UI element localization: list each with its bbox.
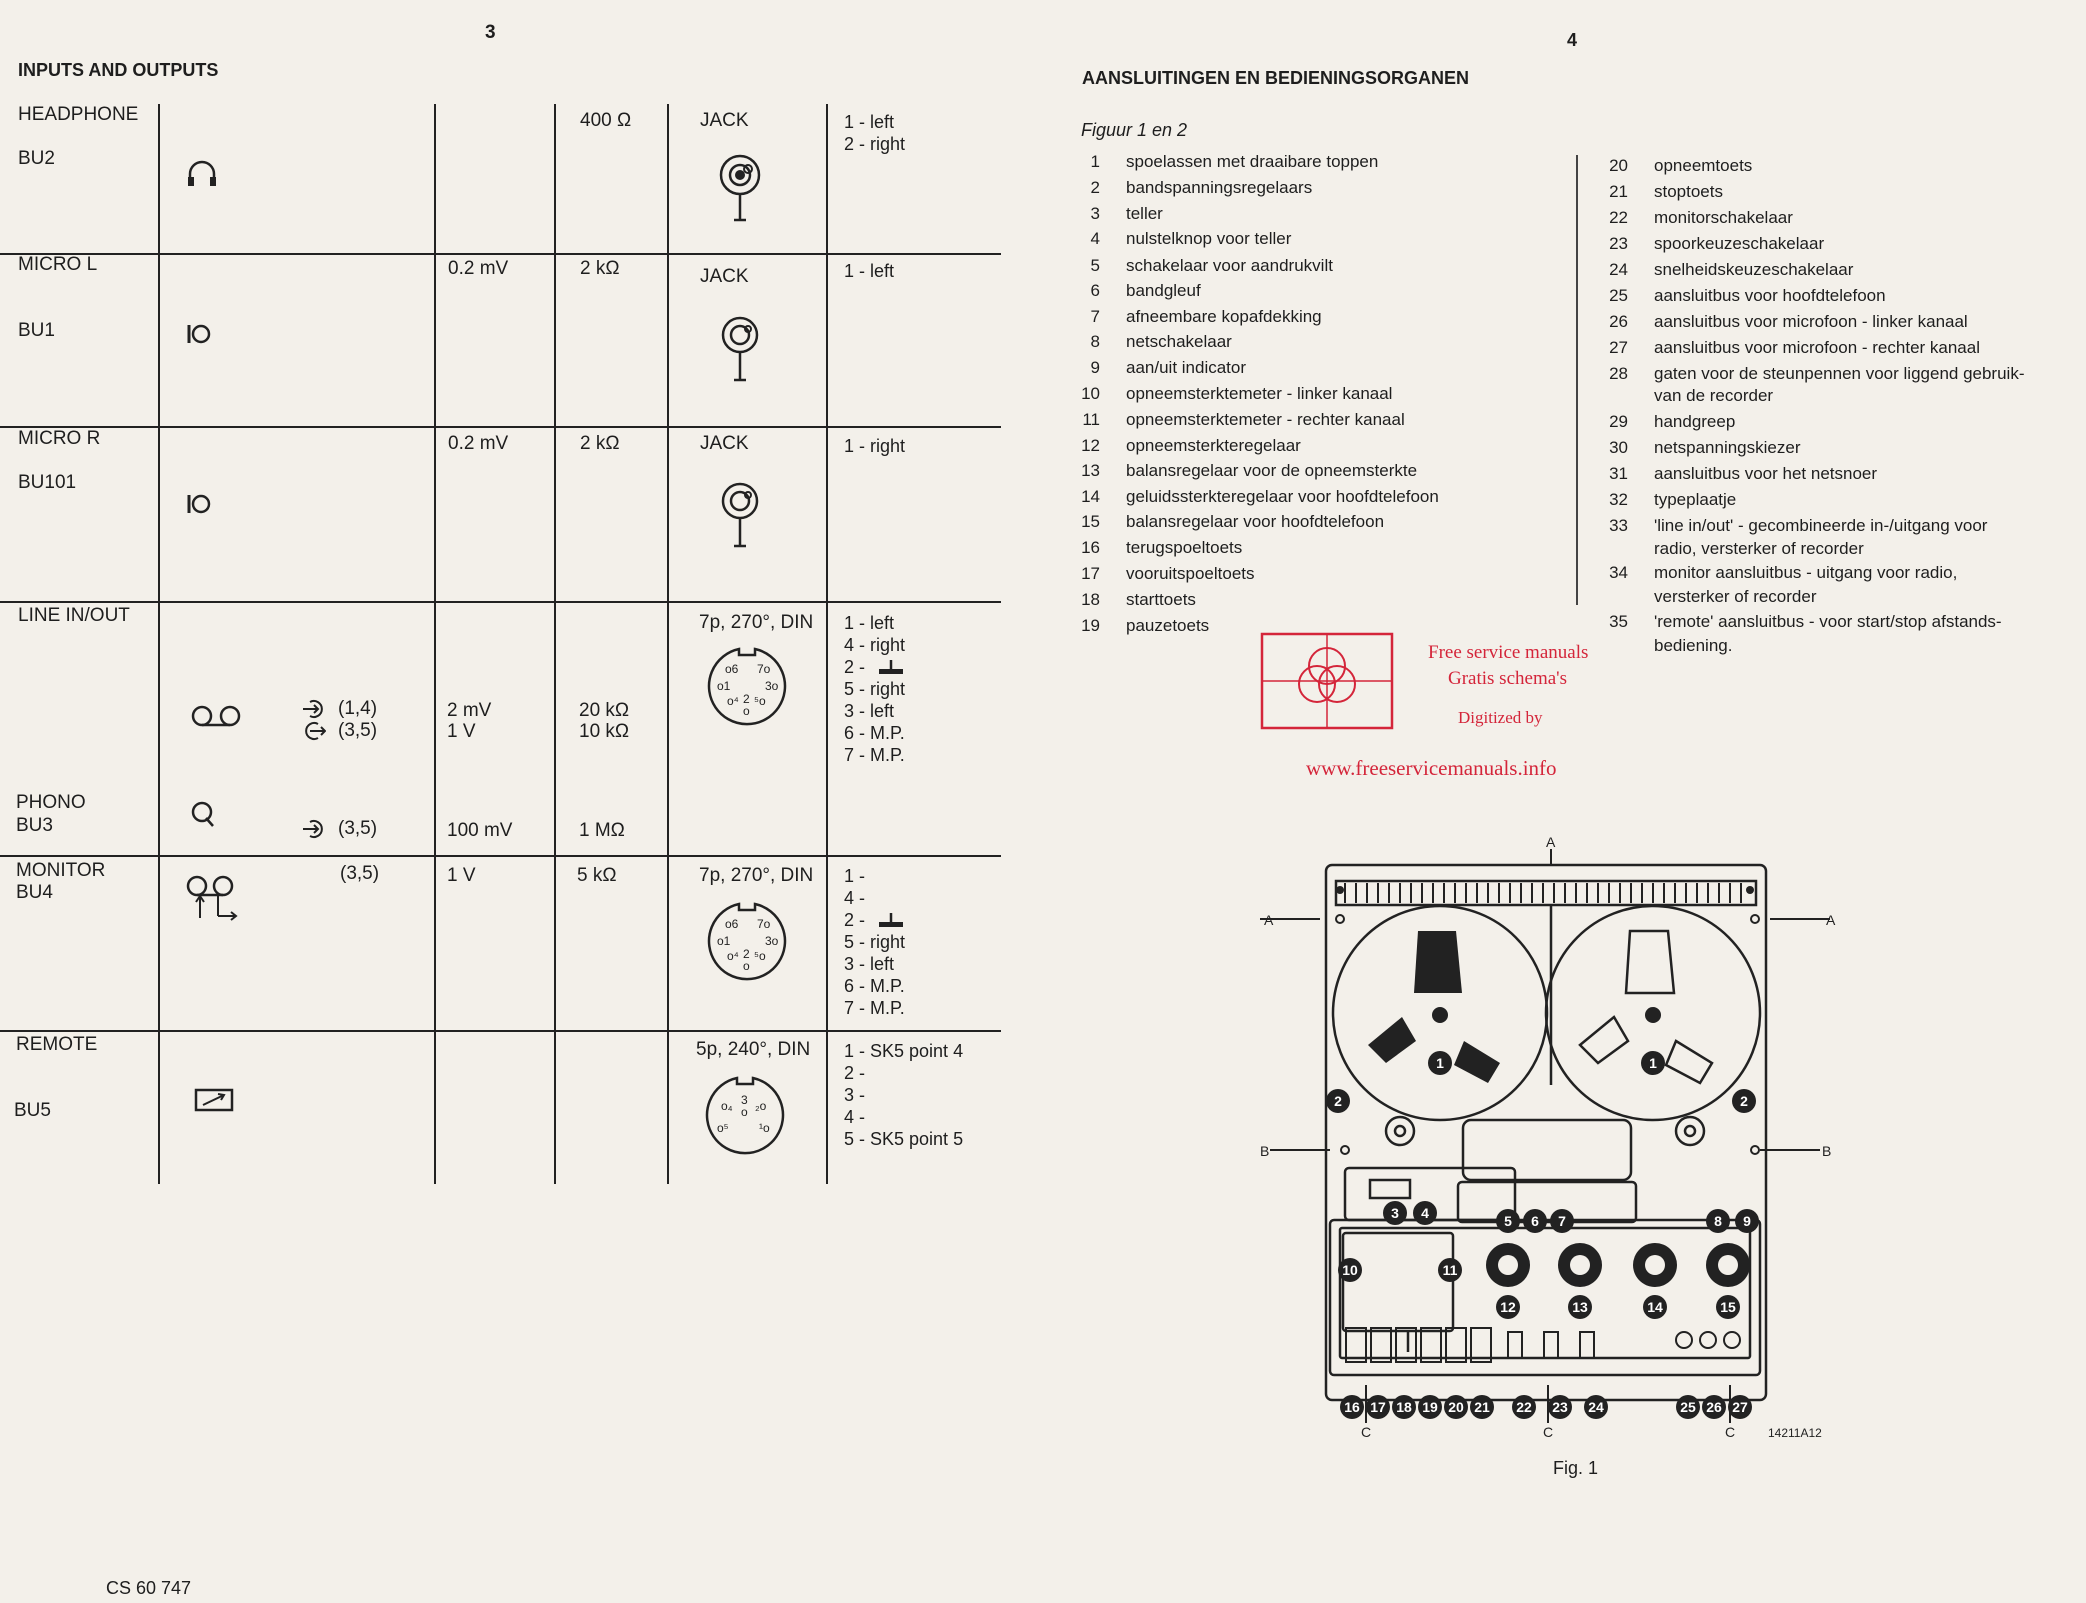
row-level-out: 1 V: [447, 721, 476, 742]
watermark-line-2: Gratis schema's: [1448, 668, 1567, 689]
marker-c-3: C: [1725, 1424, 1736, 1440]
callout-number: 1: [1649, 1055, 1657, 1071]
svg-text:o: o: [743, 959, 750, 973]
row-socket: BU101: [18, 472, 77, 493]
svg-text:o6: o6: [725, 917, 739, 931]
legend-item: 22 monitorschakelaar: [1609, 208, 1793, 227]
pin-item: 4 - right: [844, 635, 906, 655]
legend-item-continuation: van de recorder: [1654, 386, 1774, 405]
marker-a-right: A: [1826, 912, 1836, 928]
row-impedance: 20 kΩ: [579, 700, 630, 721]
svg-text:⁵o: ⁵o: [754, 694, 766, 708]
legend-item: 15 balansregelaar voor hoofdtelefoon: [1081, 512, 1385, 531]
legend-item: 3 teller: [1090, 204, 1163, 223]
svg-text:o: o: [743, 704, 750, 718]
row-socket: BU4: [16, 882, 53, 903]
pin-item: 2 -: [844, 910, 866, 930]
callout-number: 16: [1344, 1399, 1360, 1415]
callout-number: 11: [1442, 1262, 1458, 1278]
legend-item-continuation: bediening.: [1654, 636, 1733, 655]
callout-number: 10: [1342, 1262, 1358, 1278]
pin-item: 1 - left: [844, 261, 895, 281]
row-impedance: 5 kΩ: [577, 865, 617, 886]
legend-item: 27 aansluitbus voor microfoon - rechter kanaal: [1609, 338, 1980, 357]
legend-item: 28 gaten voor de steunpennen voor liggend gebruik-: [1609, 364, 2025, 383]
row-name: MICRO L: [18, 254, 98, 275]
watermark-logo: [1260, 632, 1394, 730]
pin-item: 5 - right: [844, 932, 906, 952]
legend-item: 10 opneemsterktemeter - linker kanaal: [1081, 384, 1393, 403]
pin-item: 3 - left: [844, 954, 895, 974]
figure-reference: Figuur 1 en 2: [1081, 120, 1188, 140]
row-impedance: 400 Ω: [580, 110, 632, 131]
pin-item: 2 - right: [844, 134, 906, 154]
legend-item: 8 netschakelaar: [1090, 332, 1232, 351]
legend-item: 5 schakelaar voor aandrukvilt: [1090, 256, 1333, 275]
page-number-left: 3: [485, 22, 496, 43]
svg-text:₂o: ₂o: [755, 1099, 767, 1113]
din-5-pin-icon: [703, 1074, 787, 1158]
legend-item-continuation: versterker of recorder: [1654, 587, 1817, 606]
row-name: MICRO R: [18, 428, 101, 449]
marker-a-left: A: [1264, 912, 1274, 928]
legend-item: 16 terugspoeltoets: [1081, 538, 1243, 557]
svg-text:7o: 7o: [757, 662, 771, 676]
row-connector: 7p, 270°, DIN: [699, 612, 814, 633]
callout-number: 24: [1588, 1399, 1604, 1415]
footer-code: CS 60 747: [106, 1578, 192, 1598]
callouts: [1326, 1051, 1759, 1419]
pin-item: 1 -: [844, 866, 866, 886]
jack-icon: [715, 476, 765, 550]
callout-number: 23: [1552, 1399, 1568, 1415]
pins-out-label: (3,5): [338, 720, 378, 741]
svg-text:o₄: o₄: [721, 1099, 733, 1113]
pin-item: 1 - SK5 point 4: [844, 1041, 964, 1061]
row-connector: JACK: [700, 433, 749, 454]
legend-item: 30 netspanningskiezer: [1609, 438, 1801, 457]
legend-item: 20 opneemtoets: [1609, 156, 1753, 175]
row-socket: BU5: [14, 1100, 51, 1121]
svg-text:o1: o1: [717, 679, 731, 693]
watermark-url: www.freeservicemanuals.info: [1306, 756, 1557, 780]
callout-number: 1: [1436, 1055, 1444, 1071]
legend-item: 2 bandspanningsregelaars: [1090, 178, 1313, 197]
din-7-pin-icon: [705, 645, 789, 729]
svg-text:o6: o6: [725, 662, 739, 676]
pin-item: 6 - M.P.: [844, 976, 905, 996]
callout-number: 21: [1474, 1399, 1490, 1415]
pins-in-label: (3,5): [338, 818, 378, 839]
row-socket: BU1: [18, 320, 55, 341]
legend-item: 9 aan/uit indicator: [1090, 358, 1247, 377]
page-number-right: 4: [1567, 30, 1578, 50]
legend-item: 26 aansluitbus voor microfoon - linker kanaal: [1609, 312, 1968, 331]
callout-number: 12: [1500, 1299, 1516, 1315]
row-impedance-out: 10 kΩ: [579, 721, 630, 742]
callout-number: 9: [1743, 1213, 1751, 1229]
legend-item: 17 vooruitspoeltoets: [1081, 564, 1255, 583]
row-level: 0.2 mV: [448, 433, 509, 454]
svg-text:¹o: ¹o: [759, 1121, 770, 1135]
legend-item: 21 stoptoets: [1609, 182, 1723, 201]
svg-text:o⁴: o⁴: [727, 949, 739, 963]
row-impedance: 2 kΩ: [580, 258, 620, 279]
ground-icon: [878, 659, 904, 675]
legend-divider: [1576, 155, 1578, 605]
remote-control-icon: [194, 1088, 234, 1112]
jack-icon: [715, 310, 765, 384]
tape-recorder-diagram: [1250, 835, 1860, 1455]
tape-recorder-icon: [190, 704, 242, 728]
row-name: MONITOR: [16, 860, 106, 881]
legend-item: 11 opneemsterktemeter - rechter kanaal: [1082, 410, 1405, 429]
callout-number: 27: [1732, 1399, 1748, 1415]
row-connector: JACK: [700, 266, 749, 287]
row-connector: 7p, 270°, DIN: [699, 865, 814, 886]
legend-item-continuation: radio, versterker of recorder: [1654, 539, 1864, 558]
svg-text:o⁴: o⁴: [727, 694, 739, 708]
callout-number: 22: [1516, 1399, 1532, 1415]
callout-number: 4: [1421, 1205, 1429, 1221]
pin-item: 7 - M.P.: [844, 745, 905, 765]
pin-item: 2 -: [844, 1063, 866, 1083]
jack-icon: [715, 150, 765, 224]
marker-b-left: B: [1260, 1143, 1270, 1159]
row-connector: JACK: [700, 110, 749, 131]
svg-text:o1: o1: [717, 934, 731, 948]
callout-number: 15: [1720, 1299, 1736, 1315]
callout-number: 13: [1572, 1299, 1588, 1315]
legend-item: 25 aansluitbus voor hoofdtelefoon: [1609, 286, 1886, 305]
pin-item: 1 - left: [844, 112, 895, 132]
legend-item: 19 pauzetoets: [1081, 616, 1210, 635]
callout-number: 7: [1558, 1213, 1566, 1229]
figure-code: 14211A12: [1768, 1426, 1822, 1440]
row-socket: BU2: [18, 148, 55, 169]
legend-item: 35 'remote' aansluitbus - voor start/stop afstands-: [1609, 612, 2002, 631]
ground-icon: [878, 912, 904, 928]
legend-item: 29 handgreep: [1609, 412, 1736, 431]
row-name: PHONO: [16, 792, 86, 813]
legend-item: 12 opneemsterkteregelaar: [1081, 436, 1301, 455]
svg-text:⁵o: ⁵o: [754, 949, 766, 963]
legend-item: 32 typeplaatje: [1609, 490, 1737, 509]
monitor-output-icon: [186, 874, 240, 924]
legend-item: 33 'line in/out' - gecombineerde in-/uitgang voor: [1609, 516, 1988, 535]
svg-text:o: o: [741, 1105, 748, 1119]
pin-item: 5 - right: [844, 679, 906, 699]
row-impedance: 1 MΩ: [579, 820, 625, 841]
section-title: INPUTS AND OUTPUTS: [18, 60, 219, 80]
svg-text:o⁵: o⁵: [717, 1121, 729, 1135]
input-arrow-icon: [302, 818, 326, 840]
callout-number: 18: [1396, 1399, 1412, 1415]
legend-item: 24 snelheidskeuzeschakelaar: [1609, 260, 1854, 279]
svg-text:3o: 3o: [765, 679, 779, 693]
svg-text:2: 2: [743, 692, 750, 706]
svg-text:3o: 3o: [765, 934, 779, 948]
output-arrow-icon: [302, 720, 326, 742]
legend-item: 1 spoelassen met draaibare toppen: [1090, 152, 1379, 171]
marker-c-2: C: [1543, 1424, 1554, 1440]
marker-a-top: A: [1546, 835, 1556, 850]
pin-item: 1 - left: [844, 613, 895, 633]
pin-item: 3 -: [844, 1085, 866, 1105]
row-level: 0.2 mV: [448, 258, 509, 279]
row-name: REMOTE: [16, 1034, 98, 1055]
legend-item: 6 bandgleuf: [1090, 281, 1201, 300]
watermark-line-3: Digitized by: [1458, 708, 1543, 727]
legend-item: 14 geluidssterkteregelaar voor hoofdtelefoon: [1081, 487, 1439, 506]
headphone-icon: [186, 160, 218, 188]
callout-number: 17: [1370, 1399, 1386, 1415]
row-name: HEADPHONE: [18, 104, 139, 125]
callout-number: 25: [1680, 1399, 1696, 1415]
marker-b-right: B: [1822, 1143, 1832, 1159]
svg-text:7o: 7o: [757, 917, 771, 931]
legend-item: 18 starttoets: [1081, 590, 1196, 609]
svg-text:2: 2: [743, 947, 750, 961]
callout-number: 14: [1647, 1299, 1663, 1315]
pin-item: 7 - M.P.: [844, 998, 905, 1018]
din-7-pin-icon: [705, 900, 789, 984]
callout-number: 2: [1740, 1093, 1748, 1109]
callout-number: 26: [1706, 1399, 1722, 1415]
row-socket: BU3: [16, 815, 53, 836]
watermark-line-1: Free service manuals: [1428, 642, 1589, 663]
section-title-nl: AANSLUITINGEN EN BEDIENINGSORGANEN: [1082, 68, 1470, 88]
row-name: LINE IN/OUT: [18, 605, 130, 626]
marker-c-1: C: [1361, 1424, 1372, 1440]
legend-item: 4 nulstelknop voor teller: [1090, 229, 1292, 248]
pin-item: 2 -: [844, 657, 866, 677]
pin-item: 4 -: [844, 1107, 866, 1127]
row-impedance: 2 kΩ: [580, 433, 620, 454]
callout-number: 6: [1531, 1213, 1539, 1229]
legend-item: 34 monitor aansluitbus - uitgang voor radio,: [1609, 563, 1958, 582]
microphone-icon: [186, 322, 212, 346]
callout-number: 5: [1504, 1213, 1512, 1229]
pins-in-label: (1,4): [338, 698, 378, 719]
callout-number: 2: [1334, 1093, 1342, 1109]
pin-item: 6 - M.P.: [844, 723, 905, 743]
legend-item: 23 spoorkeuzeschakelaar: [1609, 234, 1825, 253]
callout-number: 8: [1714, 1213, 1722, 1229]
row-level: 2 mV: [447, 700, 492, 721]
callout-number: 20: [1448, 1399, 1464, 1415]
svg-text:3: 3: [741, 1093, 748, 1107]
row-level: 100 mV: [447, 820, 513, 841]
pin-item: 1 - right: [844, 436, 906, 456]
row-connector: 5p, 240°, DIN: [696, 1039, 811, 1060]
legend-item: 31 aansluitbus voor het netsnoer: [1609, 464, 1878, 483]
input-arrow-icon: [302, 698, 326, 720]
pins-in-label: (3,5): [340, 863, 380, 884]
callout-number: 3: [1391, 1205, 1399, 1221]
pin-item: 5 - SK5 point 5: [844, 1129, 964, 1149]
microphone-icon: [186, 492, 212, 516]
pin-item: 3 - left: [844, 701, 895, 721]
phono-pickup-icon: [190, 800, 216, 828]
pin-item: 4 -: [844, 888, 866, 908]
figure-caption: Fig. 1: [1553, 1458, 1599, 1478]
legend-item: 13 balansregelaar voor de opneemsterkte: [1081, 461, 1418, 480]
callout-number: 19: [1422, 1399, 1438, 1415]
legend-item: 7 afneembare kopafdekking: [1090, 307, 1322, 326]
row-level: 1 V: [447, 865, 476, 886]
